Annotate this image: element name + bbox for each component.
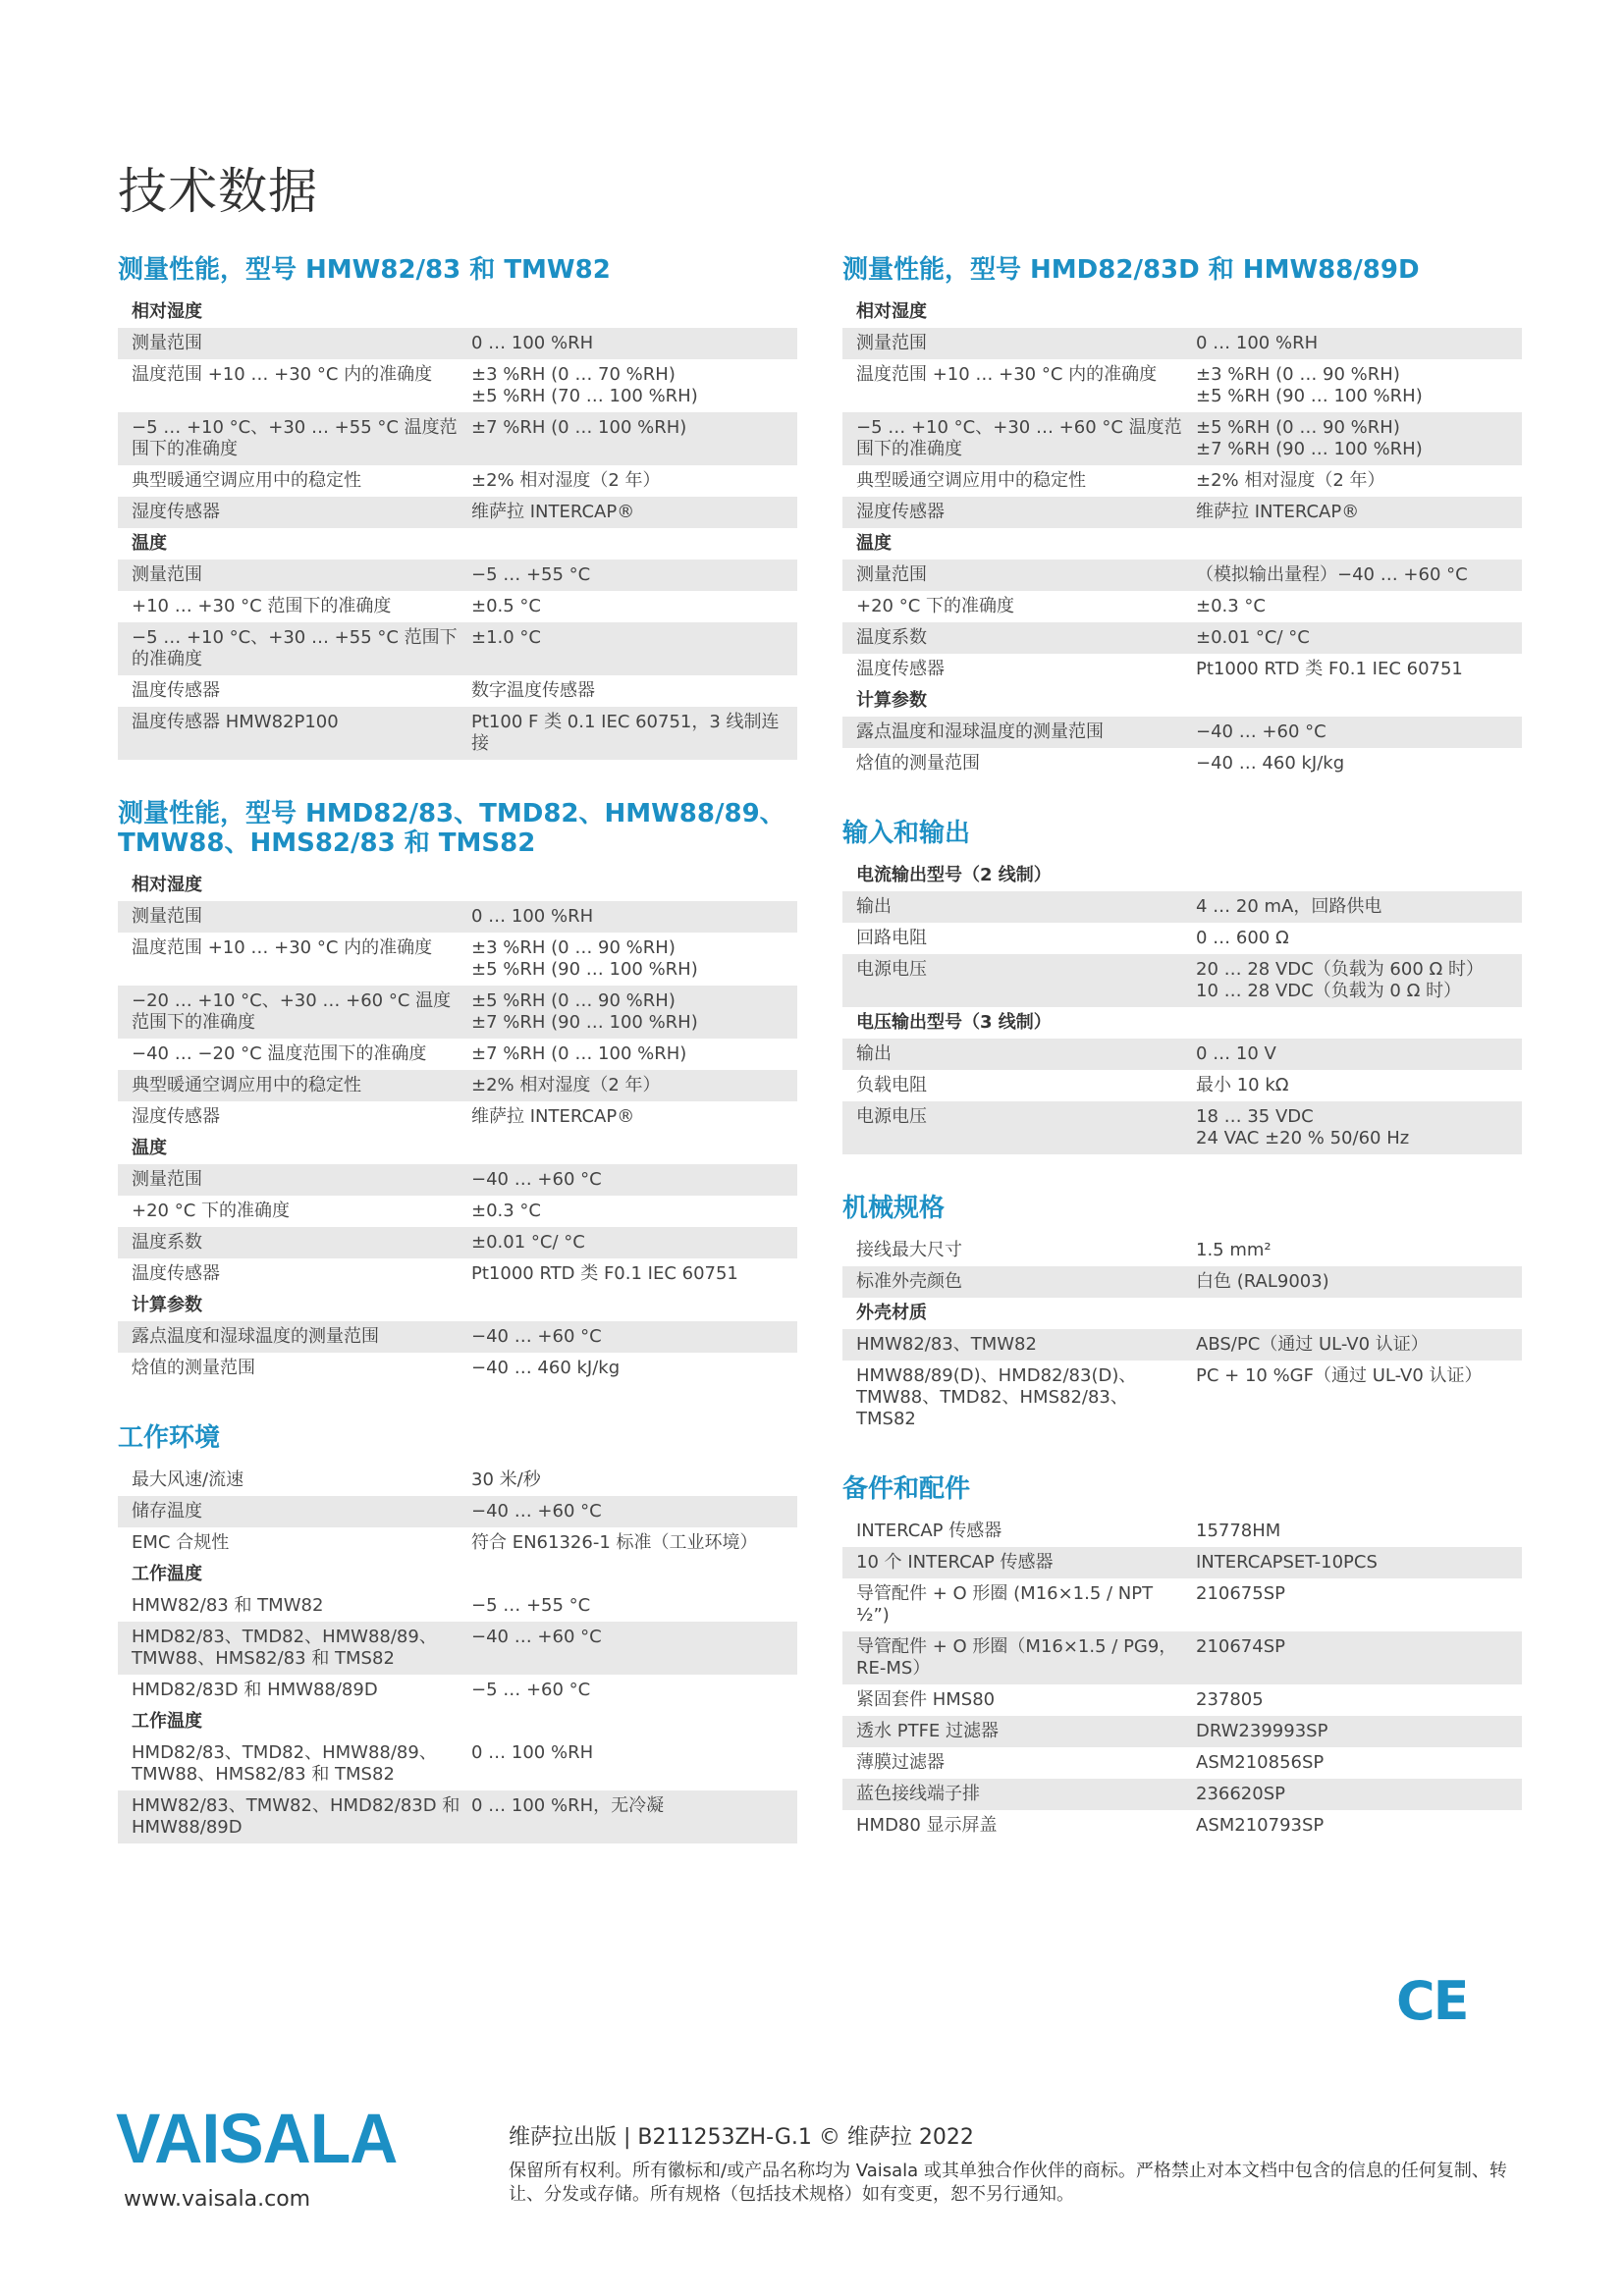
spec-value: PC + 10 %GF（通过 UL-V0 认证） <box>1196 1365 1483 1386</box>
spec-value: 最小 10 kΩ <box>1196 1075 1289 1095</box>
spec-label: 测量范围 <box>132 1169 202 1190</box>
spec-value: −40 … +60 °C <box>471 1627 602 1647</box>
table-row <box>118 986 797 1039</box>
table-subheading: 计算参数 <box>856 690 927 711</box>
spec-value: 数字温度传感器 <box>471 680 595 701</box>
page-title: 技术数据 <box>118 163 318 220</box>
table-row <box>118 1196 797 1227</box>
spec-label: −20 … +10 °C、+30 … +60 °C 温度范围下的准确度 <box>132 990 452 1033</box>
spec-value: −40 … +60 °C <box>1196 721 1326 742</box>
spec-value: ±0.01 °C/ °C <box>1196 627 1310 648</box>
spec-section <box>842 255 1522 779</box>
spec-label: 导管配件 + O 形圈 (M16×1.5 / NPT ½”) <box>856 1583 1154 1626</box>
spec-label: 蓝色接线端子排 <box>856 1784 980 1804</box>
spec-value: Pt1000 RTD 类 F0.1 IEC 60751 <box>471 1263 738 1284</box>
spec-value: 30 米/秒 <box>471 1469 541 1490</box>
spec-value: 维萨拉 INTERCAP® <box>471 1106 635 1127</box>
website-link[interactable]: www.vaisala.com <box>124 2187 311 2212</box>
spec-label: 湿度传感器 <box>132 1106 220 1127</box>
right-column <box>842 255 1522 1881</box>
table-row <box>842 891 1522 923</box>
table-row <box>118 1070 797 1101</box>
spec-value: ±1.0 °C <box>471 627 541 648</box>
spec-label: 透水 PTFE 过滤器 <box>856 1721 1000 1741</box>
spec-label: 典型暖通空调应用中的稳定性 <box>132 470 361 491</box>
spec-label: 接线最大尺寸 <box>856 1240 962 1260</box>
table-row <box>842 1779 1522 1810</box>
spec-label: 输出 <box>856 896 892 917</box>
spec-value: −40 … 460 kJ/kg <box>1196 753 1345 774</box>
table-row <box>118 1590 797 1622</box>
spec-value: ASM210856SP <box>1196 1752 1325 1773</box>
spec-value: 维萨拉 INTERCAP® <box>1196 502 1360 522</box>
table-row <box>842 560 1522 591</box>
spec-label: 湿度传感器 <box>856 502 945 522</box>
spec-label: −5 … +10 °C、+30 … +60 °C 温度范围下的准确度 <box>856 417 1182 459</box>
section-title: 机械规格 <box>842 1194 946 1223</box>
table-row <box>118 1321 797 1353</box>
spec-label: 露点温度和湿球温度的测量范围 <box>132 1326 379 1347</box>
table-row <box>842 923 1522 954</box>
table-row <box>842 1361 1522 1435</box>
table-row <box>842 1578 1522 1631</box>
ce-mark-icon: CE <box>1396 1970 1468 2032</box>
spec-value: 0 … 10 V <box>1196 1043 1276 1064</box>
table-subheading: 电压输出型号（3 线制） <box>856 1012 1052 1033</box>
spec-label: HMW82/83、TMW82 <box>856 1334 1037 1355</box>
table-row <box>118 1258 797 1290</box>
table-subheading: 工作温度 <box>132 1711 202 1732</box>
table-row <box>842 654 1522 685</box>
spec-label: HMW82/83 和 TMW82 <box>132 1595 324 1616</box>
section-title: 测量性能，型号 HMD82/83、TMD82、HMW88/89、TMW88、HMS82/83 和 TMS82 <box>118 799 785 858</box>
table-row <box>118 1737 797 1790</box>
table-row <box>842 1631 1522 1684</box>
spec-label: HMD82/83、TMD82、HMW88/89、TMW88、HMS82/83 和 TMS82 <box>132 1627 437 1669</box>
spec-label: HMD82/83D 和 HMW88/89D <box>132 1680 378 1700</box>
spec-value: ±0.3 °C <box>471 1201 541 1221</box>
table-row <box>842 622 1522 654</box>
spec-value: 0 … 100 %RH，无冷凝 <box>471 1795 665 1816</box>
table-row <box>118 497 797 528</box>
table-row <box>842 1039 1522 1070</box>
table-row <box>118 1622 797 1675</box>
section-title: 备件和配件 <box>842 1474 971 1504</box>
spec-label: 湿度传感器 <box>132 502 220 522</box>
spec-value: ±0.5 °C <box>471 596 541 616</box>
table-row <box>118 1465 797 1496</box>
table-row <box>118 1675 797 1706</box>
section-title: 工作环境 <box>118 1423 221 1453</box>
table-row <box>842 412 1522 465</box>
spec-section <box>118 255 797 760</box>
spec-label: HMW82/83、TMW82、HMD82/83D 和 HMW88/89D <box>132 1795 460 1838</box>
table-row <box>842 1235 1522 1266</box>
table-row <box>842 1070 1522 1101</box>
spec-label: 电源电压 <box>856 1106 927 1127</box>
spec-value: 4 … 20 mA，回路供电 <box>1196 896 1382 917</box>
table-row <box>118 1101 797 1133</box>
spec-label: 回路电阻 <box>856 928 927 948</box>
table-row <box>118 675 797 707</box>
table-row <box>118 1227 797 1258</box>
spec-value: 0 … 100 %RH <box>471 906 594 927</box>
spec-value: 18 … 35 VDC 24 VAC ±20 % 50/60 Hz <box>1196 1106 1410 1148</box>
spec-value: ±2% 相对湿度（2 年） <box>1196 470 1385 491</box>
spec-label: 温度传感器 <box>132 1263 220 1284</box>
spec-value: ±3 %RH (0 … 90 %RH) ±5 %RH (90 … 100 %RH) <box>471 937 698 980</box>
spec-label: INTERCAP 传感器 <box>856 1521 1002 1541</box>
table-subheading: 温度 <box>132 533 167 554</box>
spec-value: 符合 EN61326-1 标准（工业环境） <box>471 1532 758 1553</box>
table-subheading: 外壳材质 <box>856 1303 927 1323</box>
spec-label: 温度系数 <box>856 627 927 648</box>
table-row <box>842 1810 1522 1842</box>
table-row <box>842 1329 1522 1361</box>
spec-value: ±7 %RH (0 … 100 %RH) <box>471 417 687 438</box>
spec-label: 典型暖通空调应用中的稳定性 <box>132 1075 361 1095</box>
table-row <box>842 954 1522 1007</box>
spec-label: 温度传感器 HMW82P100 <box>132 712 339 732</box>
spec-label: −5 … +10 °C、+30 … +55 °C 温度范围下的准确度 <box>132 417 458 459</box>
vaisala-logo: VAISALA <box>116 2100 398 2178</box>
spec-value: −40 … +60 °C <box>471 1326 602 1347</box>
table-row <box>118 707 797 760</box>
table-subheading: 电流输出型号（2 线制） <box>856 865 1052 885</box>
table-row <box>118 560 797 591</box>
spec-label: 测量范围 <box>132 333 202 353</box>
spec-value: ±0.01 °C/ °C <box>471 1232 585 1253</box>
spec-value: −40 … +60 °C <box>471 1169 602 1190</box>
spec-value: 210675SP <box>1196 1583 1285 1604</box>
spec-label: 温度传感器 <box>856 659 945 679</box>
spec-label: +20 °C 下的准确度 <box>132 1201 290 1221</box>
spec-section <box>842 1194 1522 1435</box>
spec-label: 焓值的测量范围 <box>132 1358 255 1378</box>
spec-label: 测量范围 <box>132 906 202 927</box>
table-row <box>842 497 1522 528</box>
spec-value: 236620SP <box>1196 1784 1285 1804</box>
table-subheading: 温度 <box>856 533 892 554</box>
spec-value: （模拟输出量程）−40 … +60 °C <box>1196 564 1468 585</box>
spec-value: ABS/PC（通过 UL-V0 认证） <box>1196 1334 1429 1355</box>
section-title: 测量性能，型号 HMD82/83D 和 HMW88/89D <box>842 255 1420 285</box>
spec-label: 测量范围 <box>856 333 927 353</box>
spec-label: −40 … −20 °C 温度范围下的准确度 <box>132 1043 427 1064</box>
table-row <box>842 359 1522 412</box>
spec-value: 维萨拉 INTERCAP® <box>471 502 635 522</box>
spec-label: 薄膜过滤器 <box>856 1752 945 1773</box>
spec-value: −5 … +55 °C <box>471 564 591 585</box>
table-row <box>118 1527 797 1559</box>
spec-value: 0 … 100 %RH <box>1196 333 1319 353</box>
spec-label: 最大风速/流速 <box>132 1469 244 1490</box>
table-row <box>118 328 797 359</box>
table-row <box>842 1716 1522 1747</box>
table-row <box>842 1266 1522 1298</box>
spec-label: 标准外壳颜色 <box>856 1271 962 1292</box>
table-row <box>842 1747 1522 1779</box>
spec-label: 露点温度和湿球温度的测量范围 <box>856 721 1104 742</box>
spec-value: −40 … 460 kJ/kg <box>471 1358 621 1378</box>
spec-value: ±3 %RH (0 … 70 %RH) ±5 %RH (70 … 100 %RH) <box>471 364 698 406</box>
spec-label: HMD80 显示屏盖 <box>856 1815 998 1836</box>
spec-label: 温度系数 <box>132 1232 202 1253</box>
table-row <box>842 1516 1522 1547</box>
spec-label: EMC 合规性 <box>132 1532 230 1553</box>
spec-section <box>118 799 797 1384</box>
table-subheading: 相对湿度 <box>132 301 202 322</box>
spec-value: ASM210793SP <box>1196 1815 1325 1836</box>
spec-label: 温度范围 +10 … +30 °C 内的准确度 <box>132 364 433 385</box>
spec-label: 焓值的测量范围 <box>856 753 980 774</box>
spec-label: 导管配件 + O 形圈（M16×1.5 / PG9，RE-MS） <box>856 1636 1177 1679</box>
spec-section <box>118 1423 797 1843</box>
spec-value: ±5 %RH (0 … 90 %RH) ±7 %RH (90 … 100 %RH) <box>1196 417 1423 459</box>
spec-value: 白色 (RAL9003) <box>1196 1271 1329 1292</box>
spec-value: 0 … 600 Ω <box>1196 928 1289 948</box>
spec-value: ±3 %RH (0 … 90 %RH) ±5 %RH (90 … 100 %RH) <box>1196 364 1423 406</box>
spec-label: HMD82/83、TMD82、HMW88/89、TMW88、HMS82/83 和 TMS82 <box>132 1742 437 1785</box>
spec-value: ±2% 相对湿度（2 年） <box>471 470 661 491</box>
table-row <box>842 717 1522 748</box>
spec-value: 0 … 100 %RH <box>471 1742 594 1763</box>
spec-value: 1.5 mm² <box>1196 1240 1272 1260</box>
table-row <box>118 465 797 497</box>
spec-section <box>842 819 1522 1154</box>
spec-value: Pt1000 RTD 类 F0.1 IEC 60751 <box>1196 659 1463 679</box>
publication-info: 维萨拉出版 | B211253ZH-G.1 © 维萨拉 2022 <box>509 2125 974 2150</box>
spec-label: 温度范围 +10 … +30 °C 内的准确度 <box>856 364 1158 385</box>
spec-value: 0 … 100 %RH <box>471 333 594 353</box>
spec-label: 10 个 INTERCAP 传感器 <box>856 1552 1054 1573</box>
left-column <box>118 255 797 1883</box>
section-title: 测量性能，型号 HMW82/83 和 TMW82 <box>118 255 611 285</box>
spec-label: 温度传感器 <box>132 680 220 701</box>
table-row <box>842 1547 1522 1578</box>
spec-value: 15778HM <box>1196 1521 1281 1541</box>
table-row <box>118 1164 797 1196</box>
spec-value: Pt100 F 类 0.1 IEC 60751，3 线制连接 <box>471 712 780 754</box>
section-title: 输入和输出 <box>842 819 971 848</box>
table-row <box>842 328 1522 359</box>
spec-label: 电源电压 <box>856 959 927 980</box>
spec-label: +20 °C 下的准确度 <box>856 596 1014 616</box>
table-row <box>842 1101 1522 1154</box>
spec-label: 测量范围 <box>856 564 927 585</box>
table-row <box>118 359 797 412</box>
spec-label: 输出 <box>856 1043 892 1064</box>
table-row <box>118 901 797 933</box>
table-row <box>118 622 797 675</box>
spec-value: 210674SP <box>1196 1636 1285 1657</box>
table-subheading: 工作温度 <box>132 1564 202 1584</box>
spec-value: DRW239993SP <box>1196 1721 1328 1741</box>
spec-value: 237805 <box>1196 1689 1264 1710</box>
table-row <box>118 1790 797 1843</box>
spec-label: −5 … +10 °C、+30 … +55 °C 范围下的准确度 <box>132 627 458 669</box>
spec-label: 典型暖通空调应用中的稳定性 <box>856 470 1086 491</box>
spec-label: 负载电阻 <box>856 1075 927 1095</box>
table-row <box>842 465 1522 497</box>
spec-label: HMW88/89(D)、HMD82/83(D)、TMW88、TMD82、HMS82/83、TMS82 <box>856 1365 1137 1429</box>
spec-value: −5 … +60 °C <box>471 1680 591 1700</box>
spec-value: ±0.3 °C <box>1196 596 1266 616</box>
table-row <box>118 933 797 986</box>
table-row <box>118 412 797 465</box>
spec-value: ±7 %RH (0 … 100 %RH) <box>471 1043 687 1064</box>
table-subheading: 温度 <box>132 1138 167 1158</box>
spec-value: −5 … +55 °C <box>471 1595 591 1616</box>
spec-section <box>842 1474 1522 1842</box>
spec-label: 储存温度 <box>132 1501 202 1522</box>
table-row <box>118 1039 797 1070</box>
spec-label: 紧固套件 HMS80 <box>856 1689 996 1710</box>
spec-value: −40 … +60 °C <box>471 1501 602 1522</box>
spec-label: 温度范围 +10 … +30 °C 内的准确度 <box>132 937 433 958</box>
spec-value: ±5 %RH (0 … 90 %RH) ±7 %RH (90 … 100 %RH) <box>471 990 698 1033</box>
spec-label: +10 … +30 °C 范围下的准确度 <box>132 596 392 616</box>
spec-value: ±2% 相对湿度（2 年） <box>471 1075 661 1095</box>
table-subheading: 计算参数 <box>132 1295 202 1315</box>
table-row <box>118 1353 797 1384</box>
table-row <box>118 591 797 622</box>
spec-value: INTERCAPSET-10PCS <box>1196 1552 1378 1573</box>
table-row <box>118 1496 797 1527</box>
table-row <box>842 748 1522 779</box>
table-row <box>842 1684 1522 1716</box>
table-row <box>842 591 1522 622</box>
spec-label: 测量范围 <box>132 564 202 585</box>
table-subheading: 相对湿度 <box>132 875 202 895</box>
table-subheading: 相对湿度 <box>856 301 927 322</box>
legal-notice: 保留所有权利。所有徽标和/或产品名称均为 Vaisala 或其单独合作伙伴的商标。严格禁止对本文档中包含的信息的任何复制、转让、分发或存储。所有规格（包括技术规格）如有变更，恕不另行通知。 <box>509 2161 1507 2205</box>
spec-value: 20 … 28 VDC（负载为 600 Ω 时） 10 … 28 VDC（负载为 0 Ω 时） <box>1196 959 1484 1001</box>
